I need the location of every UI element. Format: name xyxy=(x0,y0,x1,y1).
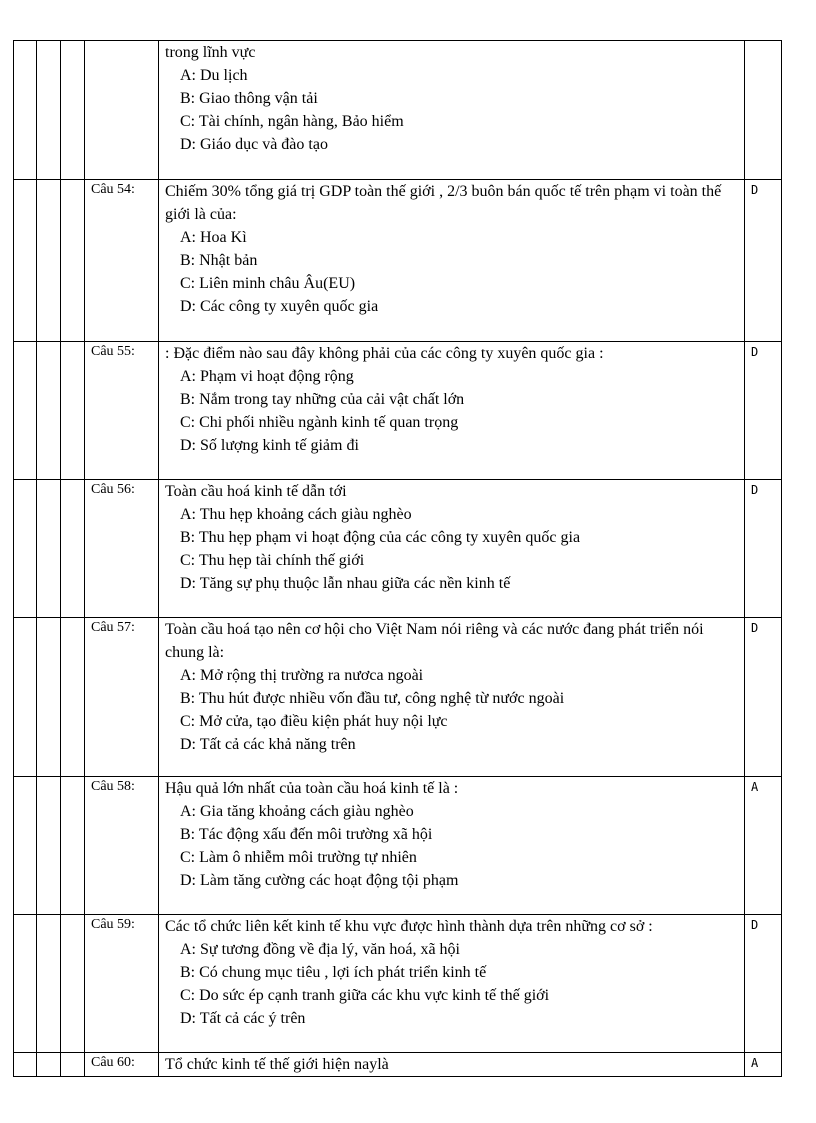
option-c: C: Chi phối nhiều ngành kinh tế quan trọng xyxy=(180,414,459,431)
option-d: D: Làm tăng cường các hoạt động tội phạm xyxy=(180,872,459,889)
option-d: D: Tất cả các ý trên xyxy=(180,1010,306,1027)
option-b: B: Thu hút được nhiều vốn đầu tư, công nghệ từ nước ngoài xyxy=(180,690,565,707)
blank-cell xyxy=(14,618,37,777)
option-a: A: Thu hẹp khoảng cách giàu nghèo xyxy=(180,506,412,523)
question-stem: Các tổ chức liên kết kinh tế khu vực được hình thành dựa trên những cơ sở : xyxy=(165,918,653,935)
question-table xyxy=(13,40,782,1077)
option-c: C: Thu hẹp tài chính thế giới xyxy=(180,552,365,569)
blank-cell xyxy=(37,342,61,480)
question-stem: Hậu quả lớn nhất của toàn cầu hoá kinh tế là : xyxy=(165,780,459,797)
option-d: D: Tất cả các khả năng trên xyxy=(180,736,356,753)
table-row xyxy=(14,915,782,1053)
blank-cell xyxy=(14,1053,37,1077)
blank-cell xyxy=(37,180,61,342)
answer-key: D xyxy=(745,180,782,342)
table-row xyxy=(14,342,782,480)
question-number: Câu 55: xyxy=(85,342,159,480)
option-d: D: Số lượng kinh tế giảm đi xyxy=(180,437,359,454)
table-row xyxy=(14,41,782,180)
table-row xyxy=(14,180,782,342)
option-a: A: Hoa Kì xyxy=(180,229,247,246)
option-a: A: Du lịch xyxy=(180,67,248,84)
question-stem: Chiếm 30% tổng giá trị GDP toàn thế giới , 2/3 buôn bán quốc tế trên phạm vi toàn thế giới là của: xyxy=(165,183,722,223)
question-number: Câu 54: xyxy=(85,180,159,342)
blank-cell xyxy=(61,41,85,180)
option-a: A: Sự tương đồng về địa lý, văn hoá, xã hội xyxy=(180,941,460,958)
answer-key xyxy=(745,41,782,180)
blank-cell xyxy=(14,777,37,915)
option-b: B: Giao thông vận tải xyxy=(180,90,318,107)
blank-cell xyxy=(61,180,85,342)
option-b: B: Tác động xấu đến môi trường xã hội xyxy=(180,826,433,843)
blank-cell xyxy=(37,1053,61,1077)
blank-cell xyxy=(14,342,37,480)
question-content xyxy=(159,1053,745,1077)
option-c: C: Do sức ép cạnh tranh giữa các khu vực kinh tế thế giới xyxy=(180,987,550,1004)
blank-cell xyxy=(37,618,61,777)
answer-key: D xyxy=(745,618,782,777)
blank-cell xyxy=(37,915,61,1053)
question-stem: trong lĩnh vực xyxy=(165,44,256,61)
option-a: A: Gia tăng khoảng cách giàu nghèo xyxy=(180,803,414,820)
question-content xyxy=(159,480,745,618)
question-content xyxy=(159,915,745,1053)
answer-key: A xyxy=(745,1053,782,1077)
blank-cell xyxy=(14,41,37,180)
question-stem: : Đặc điểm nào sau đây không phải của các công ty xuyên quốc gia : xyxy=(165,345,604,362)
option-a: A: Phạm vi hoạt động rộng xyxy=(180,368,354,385)
question-content xyxy=(159,342,745,480)
option-d: D: Tăng sự phụ thuộc lẫn nhau giữa các nền kinh tế xyxy=(180,575,511,592)
question-number: Câu 56: xyxy=(85,480,159,618)
option-c: C: Liên minh châu Âu(EU) xyxy=(180,275,356,292)
table-row xyxy=(14,1053,782,1077)
option-d: D: Giáo dục và đào tạo xyxy=(180,136,328,153)
blank-cell xyxy=(14,480,37,618)
option-c: C: Tài chính, ngân hàng, Bảo hiểm xyxy=(180,113,404,130)
question-content xyxy=(159,777,745,915)
blank-cell xyxy=(37,41,61,180)
blank-cell xyxy=(61,777,85,915)
blank-cell xyxy=(61,915,85,1053)
blank-cell xyxy=(61,1053,85,1077)
blank-cell xyxy=(37,480,61,618)
question-content xyxy=(159,618,745,777)
question-number: Câu 59: xyxy=(85,915,159,1053)
answer-key: D xyxy=(745,480,782,618)
blank-cell xyxy=(14,915,37,1053)
option-b: B: Có chung mục tiêu , lợi ích phát triển kinh tế xyxy=(180,964,487,981)
table-row xyxy=(14,618,782,777)
question-stem: Tổ chức kinh tế thế giới hiện naylà xyxy=(165,1056,389,1073)
answer-key: A xyxy=(745,777,782,915)
question-number xyxy=(85,41,159,180)
option-a: A: Mở rộng thị trường ra nươca ngoài xyxy=(180,667,424,684)
option-c: C: Mở cửa, tạo điều kiện phát huy nội lực xyxy=(180,713,448,730)
option-b: B: Thu hẹp phạm vi hoạt động của các công ty xuyên quốc gia xyxy=(180,529,581,546)
question-number: Câu 57: xyxy=(85,618,159,777)
option-b: B: Nắm trong tay những của cải vật chất lớn xyxy=(180,391,465,408)
question-content xyxy=(159,41,745,180)
question-stem: Toàn cầu hoá tạo nên cơ hội cho Việt Nam nói riêng và các nước đang phát triển nói chung là: xyxy=(165,621,704,661)
question-table-body xyxy=(14,41,782,1077)
blank-cell xyxy=(61,618,85,777)
question-number: Câu 58: xyxy=(85,777,159,915)
answer-key: D xyxy=(745,342,782,480)
table-row xyxy=(14,480,782,618)
blank-cell xyxy=(14,180,37,342)
question-number: Câu 60: xyxy=(85,1053,159,1077)
blank-cell xyxy=(61,480,85,618)
blank-cell xyxy=(61,342,85,480)
question-stem: Toàn cầu hoá kinh tế dẫn tới xyxy=(165,483,347,500)
answer-key: D xyxy=(745,915,782,1053)
option-b: B: Nhật bản xyxy=(180,252,258,269)
question-content xyxy=(159,180,745,342)
option-d: D: Các công ty xuyên quốc gia xyxy=(180,298,379,315)
option-c: C: Làm ô nhiễm môi trường tự nhiên xyxy=(180,849,417,866)
blank-cell xyxy=(37,777,61,915)
table-row xyxy=(14,777,782,915)
